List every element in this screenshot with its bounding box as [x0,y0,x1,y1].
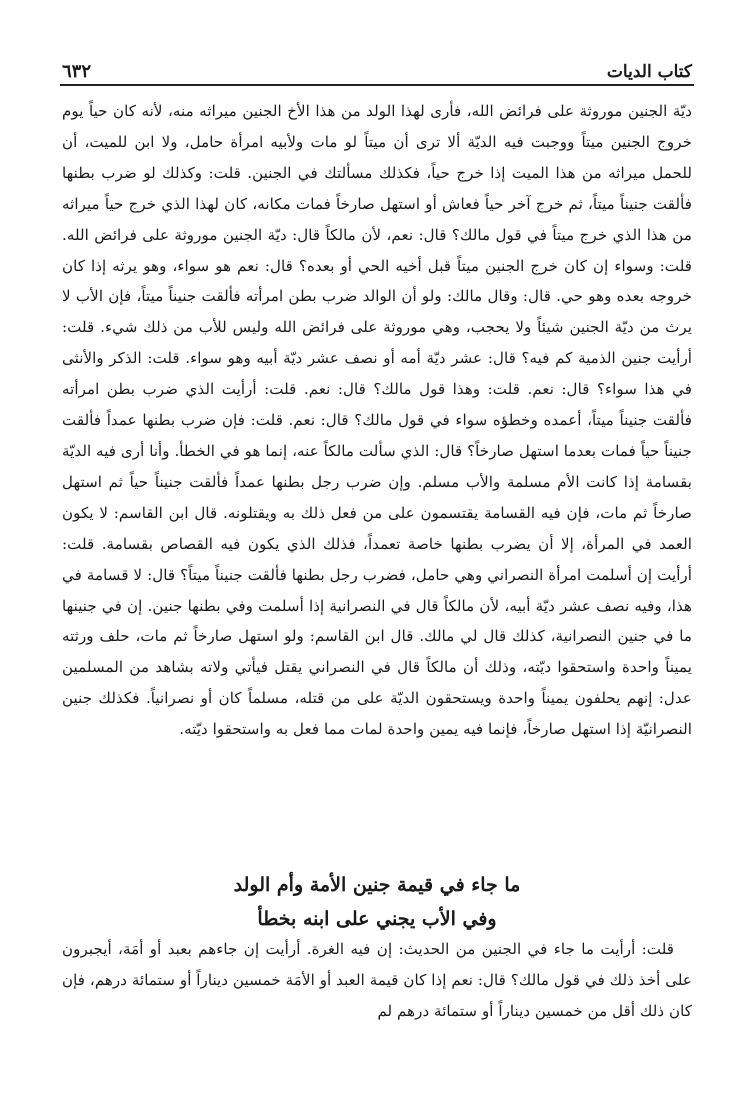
section-heading-line-2: وفي الأب يجني على ابنه بخطأ [257,908,497,930]
section-heading-line-1: ما جاء في قيمة جنين الأمة وأم الولد [233,874,521,896]
section-paragraph: قلت: أرأيت ما جاء في الجنين من الحديث: إن فيه الغرة. أرأيت إن جاءهم بعبد أو أمَة، أيجبرون على أخذ ذلك في قول مالك؟ قال: نعم إذا كان قيمة العبد أو الأمَة خمسين ديناراً أو ستمائة درهم، فإن كان ذلك أقل من خمسين ديناراً أو ستمائة درهم لم [62,940,692,1020]
running-head [62,52,692,82]
section-text-block [62,934,692,1027]
body-paragraph: ديّة الجنين موروثة على فرائض الله، فأرى لهذا الولد من هذا الأخ الجنين ميراثه منه، لأنه كان حياً يوم خروج الجنين ميتاً ووجبت فيه الديّة ألا ترى أن ميتاً لو مات ولأبيه امرأة حامل، ولا ابن للميت، أن للحمل ميراثه من هذا الميت إذا خرج حياً، فكذلك مسألتك في الجنين. قلت: وكذلك لو ضرب بطنها فألقت جنيناً ميتاً، ثم خرج آخر حياً فعاش أو استهل صارخاً فمات مكانه، كان لهذا الذي خرج حياً ميراثه من هذا الذي خرج ميتاً في قول مالك؟ قال: نعم، لأن مالكاً قال: ديّة الجنين موروثة على فرائض الله. قلت: وسواء إن كان خرج الجنين ميتاً قبل أخيه الحي أو بعده؟ قال: نعم هو سواء، وهو يرثه إذا كان خروجه بعده وهو حي. قال: وقال مالك: ولو أن الوالد ضرب بطن امرأته فألقت جنيناً ميتاً، فإن الأب لا يرث من ديّة الجنين شيئاً ولا يحجب، وهي موروثة على فرائض الله وليس للأب من ذلك شيء. قلت: أرأيت جنين الذمية كم فيه؟ قال: عشر ديّة أمه أو نصف عشر ديّة أبيه وهو سواء. قلت: الذكر والأنثى في هذا سواء؟ قال: نعم. قلت: وهذا قول مالك؟ قال: نعم. قلت: أرأيت الذي ضرب بطن امرأته فألقت جنيناً ميتاً، أعمده وخطؤه سواء في قول مالك؟ قال: نعم. قلت: فإن ضرب بطنها عمداً فألقت جنيناً حياً فمات بعدما استهل صارخاً؟ قال: الذي سألت مالكاً عنه، إنما هو في الخطأ. وأنا أرى فيه الديّة بقسامة إذا كانت الأم مسلمة والأب مسلم. وإن ضرب رجل بطنها عمداً فألقت جنيناً حياً ثم استهل صارخاً ثم مات، فإن فيه القسامة يقتسمون على من فعل ذلك به ويقتلونه. قال ابن القاسم: لا يكون العمد في المرأة، إلا أن يضرب بطنها خاصة تعمداً، فذلك الذي يكون فيه القصاص بقسامة. قلت: أرأيت إن أسلمت امرأة النصراني وهي حامل، فضرب رجل بطنها فألقت جنيناً ميتاً؟ قال: لا قسامة في هذا، وفيه نصف عشر ديّة أبيه، لأن مالكاً قال في النصرانية إذا أسلمت وفي بطنها جنين. إن في جنينها ما في جنين النصرانية، كذلك قال لي مالك. قال ابن القاسم: ولو استهل صارخاً ثم مات، حلف ورثته يميناً واحدة واستحقوا ديّته، وذلك أن مالكاً قال في النصراني يقتل فيأتي ولاته بشاهد من المسلمين عدل: إنهم يحلفون يميناً واحدة ويستحقون الديّة على من قتله، مسلماً كان أو نصرانياً. فكذلك جنين النصرانيّة إذا استهل صارخاً، فإنما فيه يمين واحدة لمات مما فعل به واستحقوا ديّته. [62,102,692,739]
main-text-block [62,96,692,745]
page-number: ٦٣٢ [62,61,92,82]
chapter-title: كتاب الديات [606,62,692,82]
section-heading [62,868,692,936]
header-rule [60,84,694,86]
